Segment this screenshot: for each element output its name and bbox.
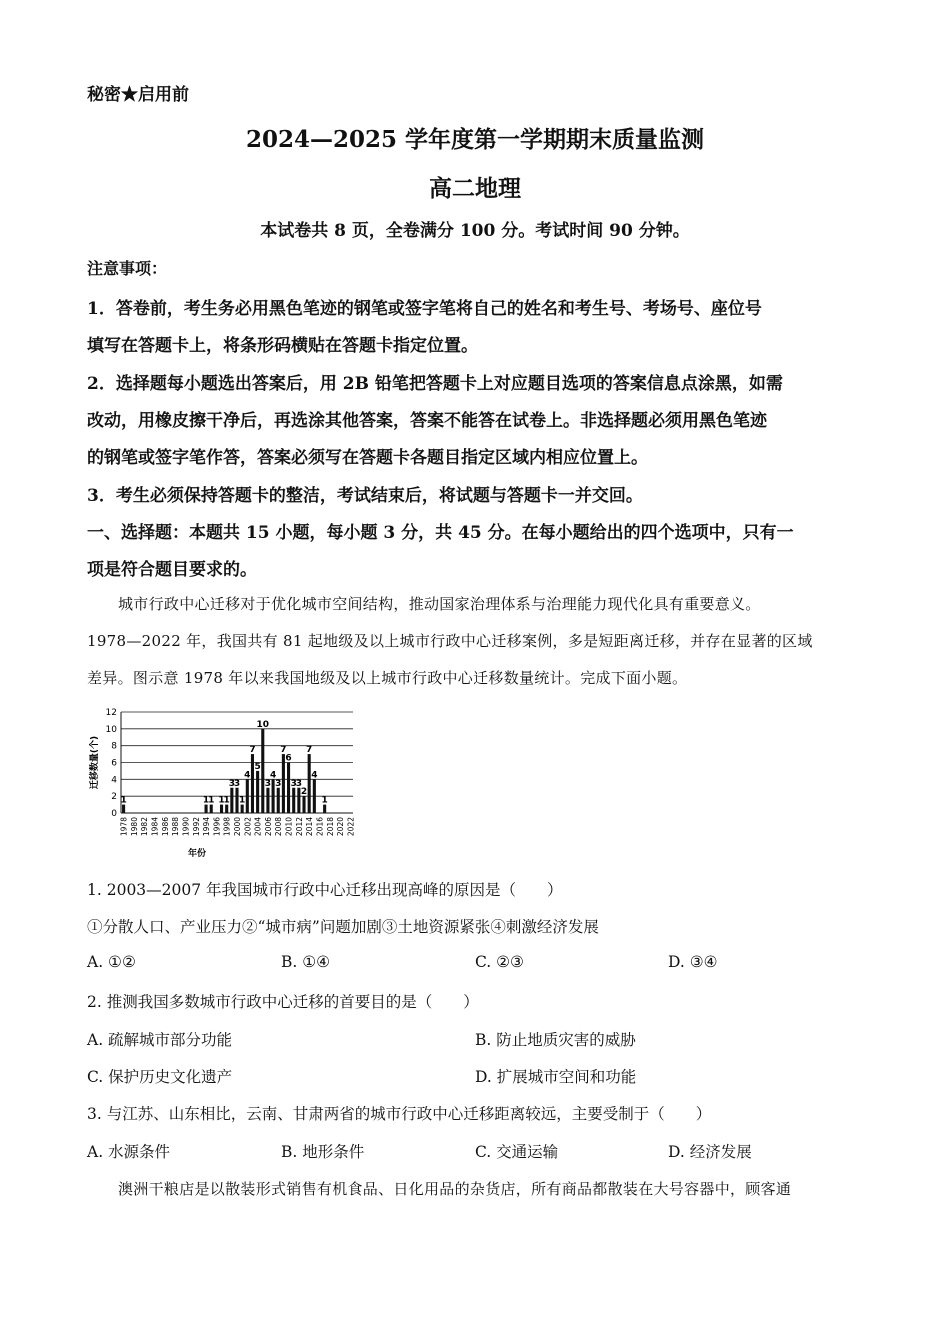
data-label: 4: [244, 770, 251, 781]
question-1-stem: 1. 2003—2007 年我国城市行政中心迁移出现高峰的原因是（ ）: [87, 881, 563, 899]
bar-2004: [256, 771, 259, 813]
bar-2011: [292, 788, 295, 813]
x-tick-label: 1978: [119, 817, 129, 837]
y-tick-label: 4: [111, 775, 117, 786]
passage-line: 差异。图示意 1978 年以来我国地级及以上城市行政中心迁移数量统计。完成下面小题。: [87, 669, 688, 687]
q3-option-c[interactable]: C. 交通运输: [475, 1143, 559, 1161]
data-label: 1: [202, 795, 210, 806]
x-tick-label: 1984: [150, 817, 160, 837]
migration-chart: [85, 700, 365, 865]
section-heading: 项是符合题目要求的。: [87, 560, 257, 580]
bar-1994: [205, 805, 208, 813]
q2-option-d[interactable]: D. 扩展城市空间和功能: [475, 1068, 637, 1086]
y-tick-label: 0: [111, 809, 117, 819]
x-tick-label: 2014: [305, 817, 315, 837]
section-heading: 一、选择题：本题共 15 小题，每小题 3 分，共 45 分。在每小题给出的四个选项中，只有一: [87, 523, 794, 543]
x-axis-label: 年份: [187, 849, 207, 859]
notice-line: 填写在答题卡上，将条形码横贴在答题卡指定位置。: [87, 336, 478, 356]
x-tick-label: 2008: [274, 817, 284, 837]
bar-2001: [241, 805, 244, 813]
q2-option-b[interactable]: B. 防止地质灾害的威胁: [475, 1031, 636, 1049]
x-tick-label: 2012: [294, 817, 304, 837]
exam-title: 2024—2025 学年度第一学期期末质量监测: [245, 126, 705, 153]
q1-option-d[interactable]: D. ③④: [668, 953, 718, 971]
bar-1978: [122, 805, 125, 813]
question-3-stem: 3. 与江苏、山东相比，云南、甘肃两省的城市行政中心迁移距离较远，主要受制于（ ）: [87, 1105, 712, 1123]
data-label: 7: [280, 745, 287, 756]
bar-2017: [323, 805, 326, 813]
passage-line: 城市行政中心迁移对于优化城市空间结构，推动国家治理体系与治理能力现代化具有重要意义。: [118, 595, 761, 613]
notice-line: 3．考生必须保持答题卡的整洁，考试结束后，将试题与答题卡一并交回。: [87, 486, 643, 506]
notice-line: 改动，用橡皮擦干净后，再选涂其他答案，答案不能答在试卷上。非选择题必须用黑色笔迹: [87, 411, 767, 431]
exam-info: 本试卷共 8 页，全卷满分 100 分。考试时间 90 分钟。: [260, 221, 690, 241]
x-tick-label: 2004: [253, 817, 263, 837]
bar-1998: [225, 805, 228, 813]
x-tick-label: 1990: [181, 817, 191, 837]
q3-option-d[interactable]: D. 经济发展: [668, 1143, 752, 1161]
x-tick-label: 2018: [325, 817, 335, 837]
data-label: 1: [120, 795, 127, 806]
data-label: 3: [295, 778, 302, 789]
data-label: 7: [249, 745, 256, 756]
data-label: 3: [275, 778, 282, 789]
y-tick-label: 2: [111, 792, 117, 803]
data-label: 10: [256, 719, 270, 730]
data-label: 4: [311, 770, 318, 781]
notice-line: 1．答卷前，考生务必用黑色笔迹的钢笔或签字笔将自己的姓名和考生号、考场号、座位号: [87, 299, 762, 319]
data-label: 1: [239, 795, 246, 806]
data-label: 2: [300, 787, 308, 798]
bar-2008: [277, 788, 280, 813]
notice-line: 的钢笔或签字笔作答，答案必须写在答题卡各题目指定区域内相应位置上。: [87, 448, 648, 468]
bar-2013: [302, 796, 305, 813]
q1-option-a[interactable]: A. ①②: [87, 953, 136, 971]
x-tick-label: 1988: [171, 817, 181, 837]
notice-heading: 注意事项：: [87, 259, 168, 278]
data-label: 1: [223, 795, 230, 806]
bar-1995: [210, 805, 213, 813]
q3-option-a[interactable]: A. 水源条件: [87, 1143, 171, 1161]
data-label: 3: [228, 778, 235, 789]
subject-title: 高二地理: [429, 175, 521, 202]
data-label: 3: [264, 778, 272, 789]
q1-option-b[interactable]: B. ①④: [281, 953, 331, 971]
chart-svg: [85, 700, 365, 865]
data-label: 3: [233, 778, 241, 789]
secret-label: 秘密★启用前: [87, 85, 189, 105]
y-tick-label: 10: [105, 724, 117, 735]
data-label: 1: [218, 795, 225, 806]
passage-line: 1978—2022 年，我国共有 81 起地级及以上城市行政中心迁移案例，多是短距离迁移，并存在显著的区域: [87, 632, 813, 650]
bar-2005: [261, 729, 264, 813]
x-tick-label: 2000: [233, 817, 242, 837]
bar-2002: [246, 779, 249, 813]
data-label: 1: [208, 795, 215, 806]
data-label: 4: [269, 770, 277, 781]
x-tick-label: 1998: [222, 817, 232, 837]
data-label: 1: [321, 795, 328, 806]
q2-option-a[interactable]: A. 疏解城市部分功能: [87, 1031, 233, 1049]
x-tick-label: 2020: [336, 817, 346, 837]
bar-1999: [230, 788, 233, 813]
x-tick-label: 1986: [160, 817, 170, 837]
y-tick-label: 6: [111, 758, 117, 769]
y-tick-label: 12: [105, 708, 117, 718]
data-label: 5: [254, 761, 261, 772]
data-label: 7: [306, 745, 313, 756]
data-label: 6: [285, 753, 292, 764]
x-tick-label: 1996: [212, 817, 222, 837]
q1-option-c[interactable]: C. ②③: [475, 953, 524, 971]
question-1-extra: ①分散人口、产业压力②“城市病”问题加剧③土地资源紧张④刺激经济发展: [87, 918, 599, 936]
x-tick-label: 2006: [263, 817, 273, 837]
q2-option-c[interactable]: C. 保护历史文化遗产: [87, 1068, 233, 1086]
x-tick-label: 2010: [284, 817, 294, 837]
x-tick-label: 1980: [129, 817, 139, 837]
x-tick-label: 1994: [202, 817, 212, 837]
notice-line: 2．选择题每小题选出答案后，用 2B 铅笔把答题卡上对应题目选项的答案信息点涂黑，如需: [87, 374, 783, 394]
bar-2014: [308, 754, 311, 813]
data-label: 3: [290, 778, 297, 789]
question-2-stem: 2. 推测我国多数城市行政中心迁移的首要目的是（ ）: [87, 993, 479, 1011]
x-tick-label: 1982: [140, 817, 150, 837]
bar-2015: [313, 779, 316, 813]
passage-2-line: 澳洲干粮店是以散装形式销售有机食品、日化用品的杂货店，所有商品都散装在大号容器中，顾客通: [118, 1180, 792, 1198]
y-tick-label: 8: [111, 741, 117, 752]
y-axis-label: 迁移数量(个): [90, 735, 100, 790]
x-tick-label: 2022: [346, 817, 356, 837]
q3-option-b[interactable]: B. 地形条件: [281, 1143, 365, 1161]
x-tick-label: 2002: [243, 817, 253, 837]
bar-2006: [266, 788, 269, 813]
x-tick-label: 2016: [315, 817, 325, 837]
x-tick-label: 1992: [191, 817, 201, 837]
bar-1997: [220, 805, 223, 813]
